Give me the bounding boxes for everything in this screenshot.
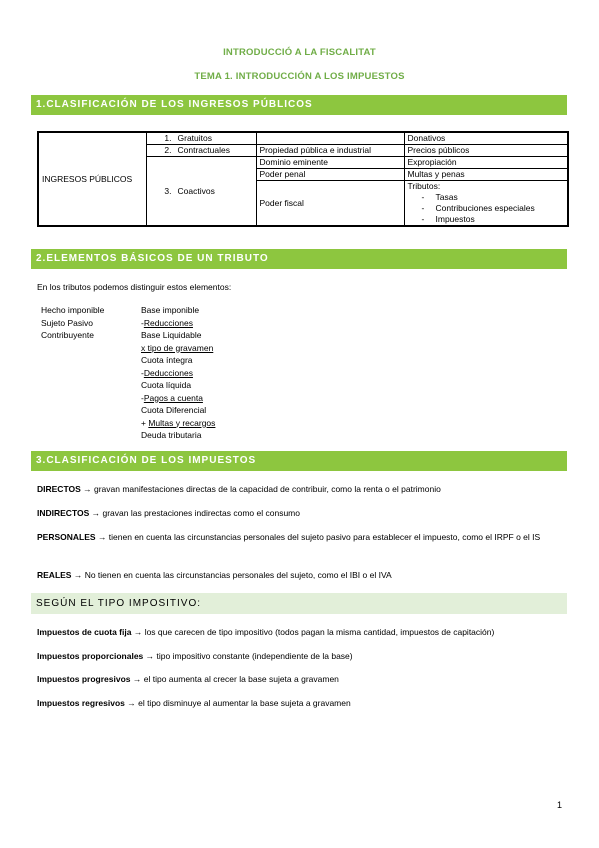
table-cell	[256, 132, 404, 145]
list-item: -Reducciones	[141, 317, 193, 328]
table-cell: 2. Contractuales	[146, 145, 256, 157]
elements-left-list	[41, 304, 104, 342]
document-subtitle: TEMA 1. INTRODUCCIÓN A LOS IMPUESTOS	[194, 71, 405, 82]
table-cell: Precios públicos	[404, 145, 568, 157]
list-item: Cuota líquida	[141, 380, 192, 390]
list-item: Hecho imponible	[41, 305, 105, 315]
list-item: Base Liquidable	[141, 330, 202, 340]
elements-right-list	[141, 304, 215, 442]
table-cell: Poder penal	[256, 169, 404, 181]
section-heading-1: 1.CLASIFICACIÓN DE LOS INGRESOS PÚBLICOS	[31, 95, 567, 115]
proporcionales-paragraph: Impuestos proporcionales → tipo impositivo constante (independiente de la base)	[37, 651, 353, 661]
ingresos-table	[37, 131, 569, 227]
section-heading-3: 3.CLASIFICACIÓN DE LOS IMPUESTOS	[31, 451, 567, 471]
table-cell: Dominio eminente	[256, 157, 404, 169]
list-item: Cuota íntegra	[141, 355, 193, 365]
section-heading-2: 2.ELEMENTOS BÁSICOS DE UN TRIBUTO	[31, 249, 567, 269]
list-item: Deuda tributaria	[141, 430, 202, 440]
table-cell: Tributos: - Tasas - Contribuciones especiales - Impuestos	[404, 181, 568, 227]
table-cell: 1. Gratuitos	[146, 132, 256, 145]
table-row-header: INGRESOS PÚBLICOS	[38, 132, 146, 226]
table-cell: Propiedad pública e industrial	[256, 145, 404, 157]
indirectos-paragraph: INDIRECTOS → gravan las prestaciones indirectas como el consumo	[37, 508, 300, 518]
table-cell: 3. Coactivos	[146, 157, 256, 227]
cuota-fija-paragraph: Impuestos de cuota fija → los que carecen de tipo impositivo (todos pagan la misma cantidad, impuestos de capitación)	[37, 627, 495, 637]
list-item: - Contribuciones especiales	[422, 203, 565, 214]
regresivos-paragraph: Impuestos regresivos → el tipo disminuye al aumentar la base sujeta a gravamen	[37, 698, 351, 708]
progresivos-paragraph: Impuestos progresivos → el tipo aumenta al crecer la base sujeta a gravamen	[37, 674, 339, 684]
list-item: Sujeto Pasivo	[41, 317, 93, 328]
list-item: Base imponible	[141, 305, 200, 315]
list-item: Cuota Diferencial	[141, 405, 207, 415]
list-item: -Deducciones	[141, 367, 193, 378]
list-item: x tipo de gravamen	[141, 342, 214, 353]
directos-paragraph: DIRECTOS → gravan manifestaciones directas de la capacidad de contribuir, como la renta o el patrimonio	[37, 484, 441, 494]
reales-paragraph: REALES → No tienen en cuenta las circunstancias personales del sujeto, como el IBI o el IVA	[37, 570, 392, 580]
subsection-heading: SEGÚN EL TIPO IMPOSITIVO:	[31, 593, 567, 614]
list-item: -Pagos a cuenta	[141, 392, 203, 403]
list-item: - Impuestos	[422, 214, 565, 225]
table-cell: Poder fiscal	[256, 181, 404, 227]
table-cell: Donativos	[404, 132, 568, 145]
list-item: + Multas y recargos	[141, 417, 216, 428]
list-item: - Tasas	[422, 192, 565, 203]
table-cell: Expropiación	[404, 157, 568, 169]
document-title: INTRODUCCIÓ A LA FISCALITAT	[223, 47, 376, 58]
list-item: Contribuyente	[41, 330, 94, 340]
elements-intro: En los tributos podemos distinguir estos elementos:	[37, 282, 232, 292]
table-cell: Multas y penas	[404, 169, 568, 181]
personales-paragraph: PERSONALES → tienen en cuenta las circunstancias personales del sujeto pasivo para establecer el impuesto, como el IRPF o el IS	[37, 532, 541, 542]
page-number: 1	[557, 800, 563, 810]
